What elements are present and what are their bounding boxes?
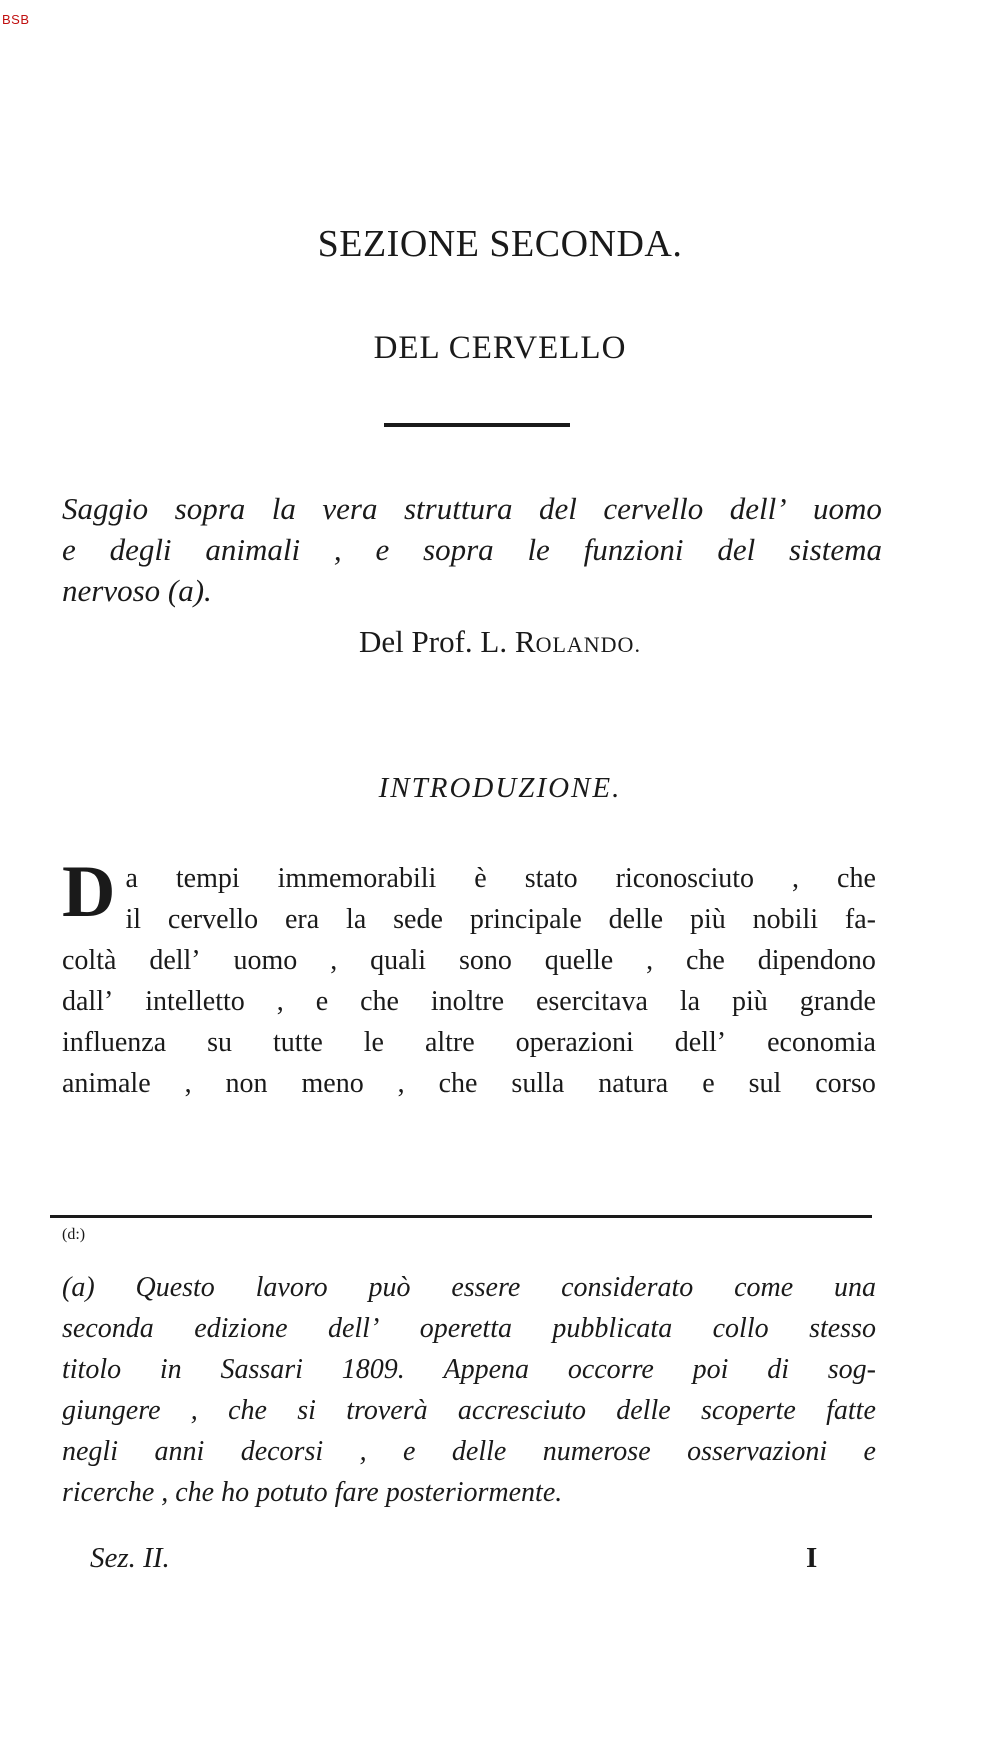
word: cervello (167, 904, 259, 935)
essay-title-line (62, 529, 882, 570)
word: e (62, 532, 76, 567)
word: (a) (62, 1272, 95, 1303)
author-line (0, 624, 1000, 660)
word: pubblicata (552, 1313, 673, 1344)
word: giungere (62, 1395, 161, 1426)
word: natura (598, 1068, 669, 1099)
word: osservazioni (687, 1436, 828, 1467)
word: non (225, 1068, 268, 1099)
word: quelle (544, 945, 614, 976)
word: e (863, 1436, 876, 1467)
word: come (734, 1272, 794, 1303)
library-mark: BSB (2, 12, 30, 27)
word: struttura (403, 491, 513, 526)
word: troverà (346, 1395, 428, 1426)
word: dell’ (149, 945, 201, 976)
word: che (685, 945, 725, 976)
word: in (159, 1354, 182, 1385)
body-line (125, 858, 876, 899)
signature-label: Sez. II. (90, 1542, 170, 1574)
word: del (539, 491, 577, 526)
word: sopra (174, 491, 246, 526)
word: le (527, 532, 550, 567)
word: occorre (567, 1354, 654, 1385)
word: delle (608, 904, 664, 935)
word: è (474, 863, 487, 894)
word: può (368, 1272, 411, 1303)
word: scoperte (700, 1395, 796, 1426)
word: del (717, 532, 756, 567)
word: 1809. (341, 1354, 405, 1385)
footnote (62, 1267, 876, 1513)
word: dell’ (674, 1027, 727, 1058)
word: , (330, 945, 338, 976)
body-line (62, 1063, 876, 1104)
word: le (363, 1027, 384, 1058)
author-name-rest: OLANDO. (535, 632, 641, 657)
word: esercitava (535, 986, 648, 1017)
word: su (207, 1027, 233, 1058)
word: una (833, 1272, 876, 1303)
chapter-title: DEL CERVELLO (373, 330, 627, 366)
body-text (62, 851, 876, 1104)
word: considerato (561, 1272, 694, 1303)
word: sog- (827, 1354, 876, 1385)
word: grande (799, 986, 876, 1017)
word: , (333, 532, 342, 567)
word: che (228, 1395, 267, 1426)
word: altre (424, 1027, 475, 1058)
word: , (276, 986, 284, 1017)
word: coltà (62, 945, 117, 976)
word: , (190, 1395, 198, 1426)
word: e (702, 1068, 715, 1099)
word: sul (748, 1068, 782, 1099)
word: e (375, 532, 390, 567)
word: vera (322, 491, 378, 526)
word: degli (109, 532, 172, 567)
footnote-line: ricerche , che ho potuto fare posteriormente. (62, 1477, 563, 1508)
author-prefix: Del Prof. L. (359, 624, 515, 659)
word: operetta (419, 1313, 512, 1344)
word: fa- (844, 904, 876, 935)
word: sulla (511, 1068, 565, 1099)
footnote-rule (50, 1215, 872, 1218)
title-rule (384, 423, 570, 427)
word: che (837, 863, 876, 894)
word: animale (62, 1068, 151, 1099)
word: inoltre (430, 986, 504, 1017)
word: che (360, 986, 399, 1017)
word: stato (524, 863, 578, 894)
word: intelletto (145, 986, 245, 1017)
body-line (62, 1022, 876, 1063)
word: Sassari (220, 1354, 303, 1385)
page-number: I (806, 1542, 818, 1574)
word: di (767, 1354, 789, 1385)
section-title: SEZIONE SECONDA. (317, 223, 683, 265)
word: la (679, 986, 701, 1017)
word: sopra (423, 532, 494, 567)
word: tempi (175, 863, 240, 894)
body-line (62, 981, 876, 1022)
word: numerose (542, 1436, 651, 1467)
word: che (438, 1068, 478, 1099)
body-line (62, 940, 876, 981)
word: animali (205, 532, 301, 567)
word: negli (62, 1436, 118, 1467)
word: delle (451, 1436, 507, 1467)
footnote-line (62, 1390, 876, 1431)
essay-title-line (62, 488, 882, 529)
word: era (284, 904, 320, 935)
word: la (271, 491, 296, 526)
word: sono (458, 945, 512, 976)
word: si (297, 1395, 316, 1426)
word: a (125, 863, 138, 894)
word: meno (301, 1068, 364, 1099)
word: tutte (273, 1027, 323, 1058)
word: seconda (62, 1313, 154, 1344)
word: dipendono (757, 945, 876, 976)
word: dell’ (729, 491, 787, 526)
word: influenza (62, 1027, 167, 1058)
word: , (184, 1068, 192, 1099)
footnote-line (62, 1308, 876, 1349)
word: economia (767, 1027, 876, 1058)
footnote-line (62, 1349, 876, 1390)
essay-title (62, 488, 882, 611)
word: decorsi (240, 1436, 324, 1467)
word: , (792, 863, 800, 894)
word: dall’ (62, 986, 114, 1017)
word: , (397, 1068, 405, 1099)
word: essere (451, 1272, 521, 1303)
word: cervello (603, 491, 704, 526)
footnote-line (62, 1431, 876, 1472)
word: Appena (443, 1354, 530, 1385)
word: riconosciuto (615, 863, 755, 894)
word: Saggio (62, 491, 149, 526)
word: più (732, 986, 768, 1017)
word: fatte (826, 1395, 876, 1426)
word: collo (712, 1313, 769, 1344)
word: lavoro (255, 1272, 328, 1303)
word: uomo (233, 945, 298, 976)
word: immemorabili (277, 863, 437, 894)
word: poi (692, 1354, 729, 1385)
footnote-line (62, 1267, 876, 1308)
word: e (403, 1436, 416, 1467)
word: uomo (813, 491, 882, 526)
word: Questo (135, 1272, 215, 1303)
word: sistema (788, 532, 882, 567)
word: anni (154, 1436, 205, 1467)
drop-cap: D (62, 851, 116, 933)
word: dell’ (327, 1313, 380, 1344)
word: corso (815, 1068, 876, 1099)
author-name-initial: R (514, 624, 536, 659)
word: stesso (809, 1313, 876, 1344)
word: funzioni (583, 532, 684, 567)
word: quali (370, 945, 427, 976)
essay-title-line: nervoso (a). (62, 573, 212, 608)
word: edizione (194, 1313, 288, 1344)
intro-heading: INTRODUZIONE. (378, 772, 622, 804)
word: il (125, 904, 142, 935)
word: la (346, 904, 367, 935)
word: operazioni (515, 1027, 634, 1058)
word: sede (393, 904, 443, 935)
word: delle (616, 1395, 671, 1426)
word: , (359, 1436, 367, 1467)
word: , (646, 945, 654, 976)
word: titolo (62, 1354, 122, 1385)
word: e (315, 986, 329, 1017)
word: nobili (752, 904, 818, 935)
word: principale (469, 904, 582, 935)
word: accresciuto (457, 1395, 586, 1426)
body-line (125, 899, 876, 940)
word: più (689, 904, 726, 935)
footnote-tag: (d:) (62, 1226, 86, 1243)
